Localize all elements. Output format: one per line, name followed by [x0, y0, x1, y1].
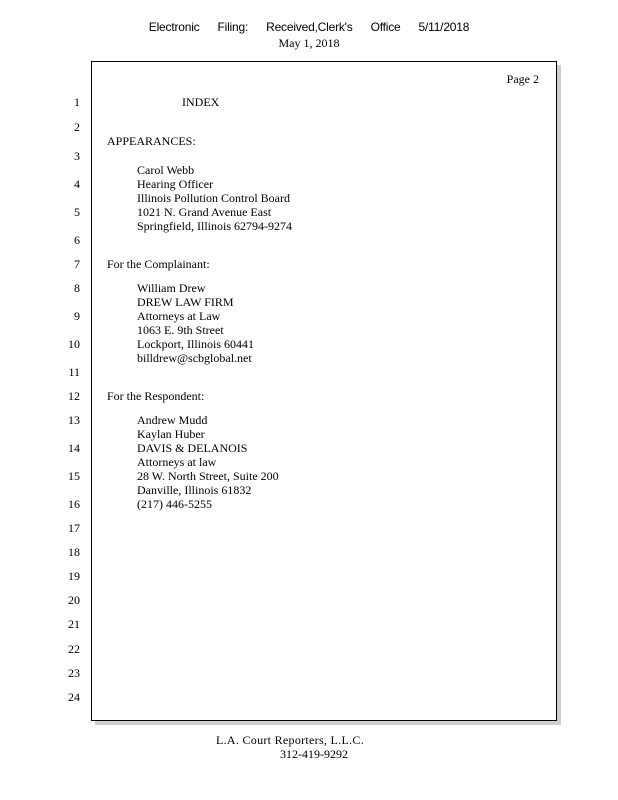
line-number: 13 [68, 413, 80, 427]
hearing-officer-name: Carol Webb [137, 163, 195, 177]
respondent-role: Attorneys at law [137, 455, 217, 469]
line-number: 8 [74, 281, 80, 295]
line-number: 22 [68, 642, 80, 656]
line-number: 3 [74, 149, 80, 163]
respondent-attorney-name: Kaylan Huber [137, 427, 205, 441]
line-number: 5 [74, 205, 80, 219]
line-number: 15 [68, 469, 80, 483]
complainant-attorney-name: William Drew [137, 281, 206, 295]
stamp-date: 5/11/2018 [418, 20, 470, 34]
court-reporter-phone: 312-419-9292 [280, 747, 348, 761]
line-number: 19 [68, 569, 80, 583]
hearing-officer-org: Illinois Pollution Control Board [137, 191, 291, 205]
line-number: 18 [68, 545, 80, 559]
stamp-word-office: Office [370, 20, 401, 34]
line-number: 11 [68, 365, 80, 379]
complainant-email: billdrew@scbglobal.net [137, 351, 252, 365]
hearing-date: May 1, 2018 [278, 36, 340, 50]
line-number: 6 [74, 233, 80, 247]
line-number: 9 [74, 309, 80, 323]
hearing-officer-title: Hearing Officer [137, 177, 214, 191]
respondent-attorney-name: Andrew Mudd [137, 413, 208, 427]
hearing-officer-city: Springfield, Illinois 62794-9274 [137, 219, 292, 233]
electronic-filing-stamp [0, 20, 618, 34]
stamp-word-received: Received,Clerk's [266, 20, 353, 34]
complainant-role: Attorneys at Law [137, 309, 221, 323]
page-number: Page 2 [506, 72, 539, 86]
line-number: 1 [74, 95, 80, 109]
stamp-word-electronic: Electronic [148, 20, 200, 34]
line-number: 12 [68, 389, 80, 403]
court-reporter-name: L.A. Court Reporters, L.L.C. [215, 733, 365, 747]
stamp-word-filing: Filing: [217, 20, 249, 34]
line-number: 24 [68, 690, 80, 704]
respondent-street: 28 W. North Street, Suite 200 [137, 469, 279, 483]
complainant-street: 1063 E. 9th Street [137, 323, 224, 337]
index-title: INDEX [182, 95, 220, 109]
appearances-heading: APPEARANCES: [107, 134, 196, 148]
respondent-phone: (217) 446-5255 [137, 497, 212, 511]
respondent-heading: For the Respondent: [107, 389, 205, 403]
line-number: 23 [68, 666, 80, 680]
line-number: 2 [74, 120, 80, 134]
respondent-city: Danville, Illinois 61832 [137, 483, 252, 497]
line-number: 14 [68, 441, 80, 455]
line-number: 7 [74, 257, 80, 271]
complainant-firm: DREW LAW FIRM [137, 295, 234, 309]
line-number: 20 [68, 593, 80, 607]
complainant-city: Lockport, Illinois 60441 [137, 337, 254, 351]
line-number: 4 [74, 177, 80, 191]
hearing-officer-street: 1021 N. Grand Avenue East [137, 205, 272, 219]
complainant-heading: For the Complainant: [107, 257, 210, 271]
line-number: 21 [68, 617, 80, 631]
respondent-firm: DAVIS & DELANOIS [137, 441, 248, 455]
line-number: 10 [68, 337, 80, 351]
line-number: 16 [68, 497, 80, 511]
line-number: 17 [68, 521, 80, 535]
